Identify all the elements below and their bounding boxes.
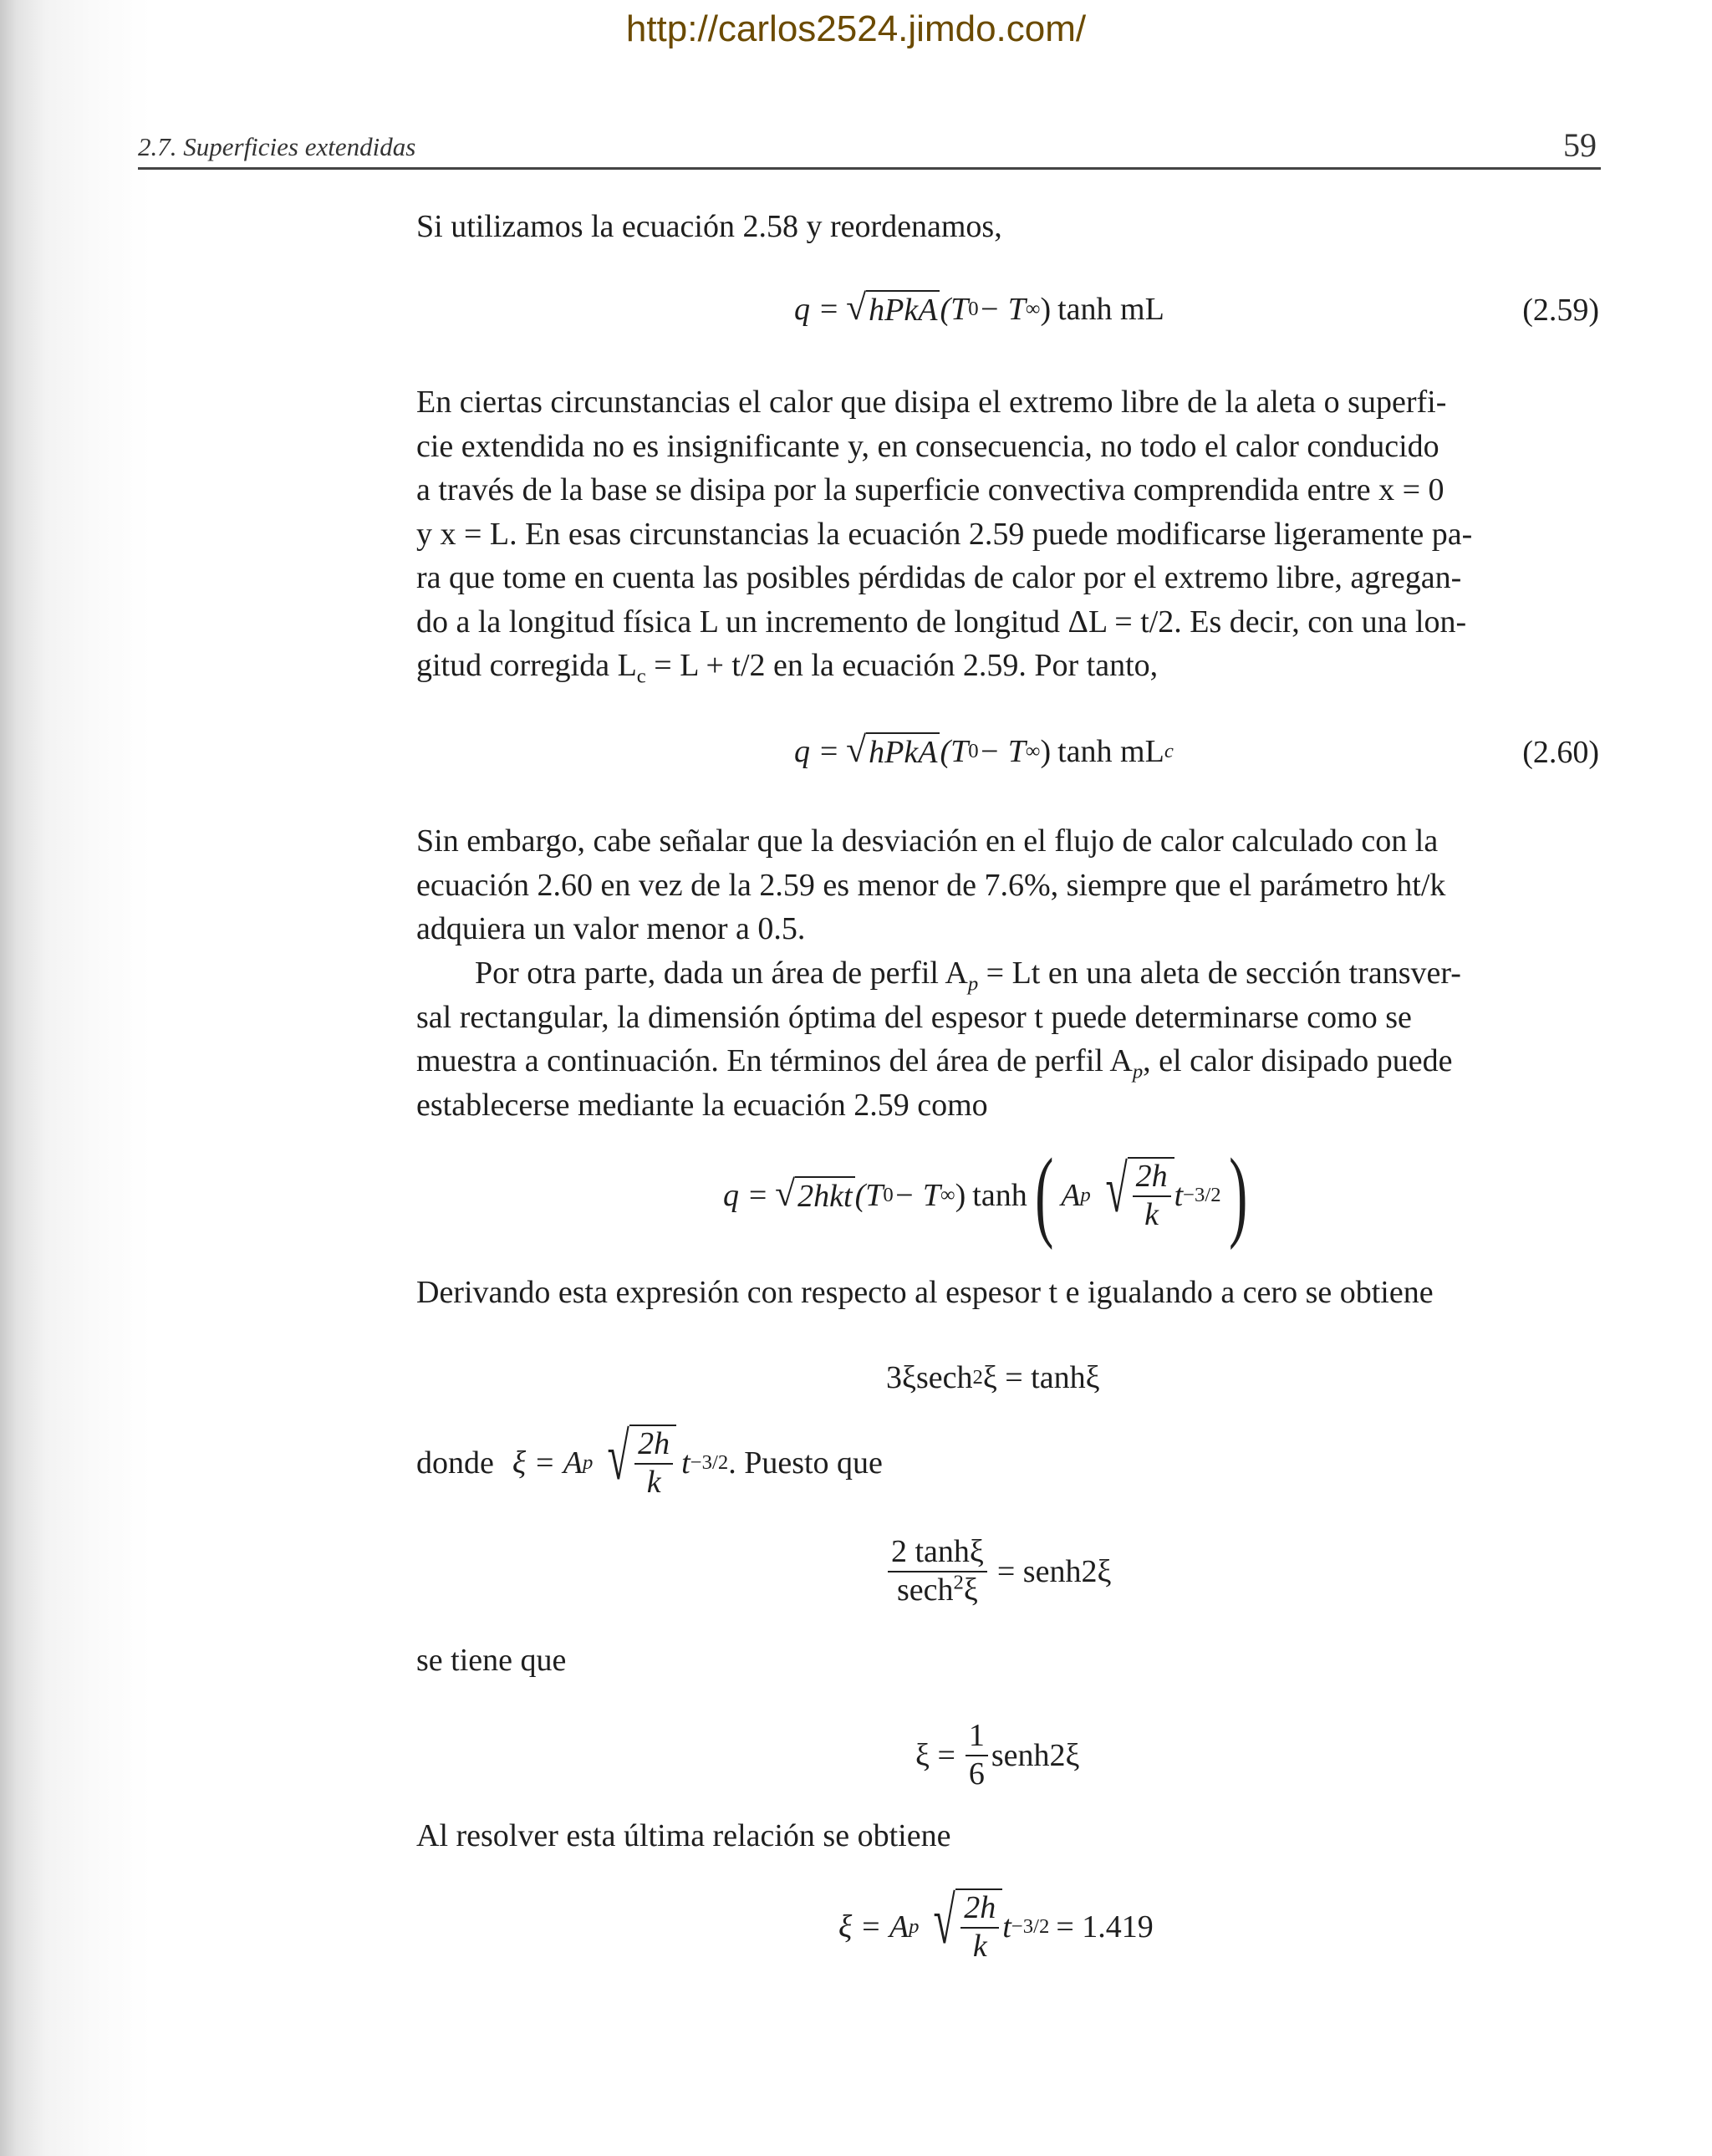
frac-numerator: 2 tanhξ: [888, 1534, 987, 1572]
frac-denominator: [894, 1572, 981, 1609]
text-line: [416, 951, 1599, 996]
text-line: [416, 644, 1599, 688]
frac-numerator: 2h: [1133, 1159, 1171, 1197]
left-paren: (: [1034, 1139, 1054, 1251]
text-line: ecuación 2.60 en vez de la 2.59 es menor de 7.6%, siempre que el parámetro ht/k: [416, 867, 1446, 903]
paragraph-profile-area: [416, 951, 1599, 1127]
text-line: [416, 1039, 1599, 1083]
frac-numerator: 2h: [960, 1890, 999, 1929]
eq-tail: tanh mL: [1057, 734, 1164, 769]
frac-denominator: 6: [968, 1756, 985, 1792]
sqrt: √ 2hkt: [775, 1176, 854, 1215]
equation-senh-identity: [884, 1526, 1111, 1618]
frac-numerator: 1: [966, 1718, 988, 1756]
text-line: cie extendida no es insignificante y, en consecuencia, no todo el calor conducido: [416, 428, 1439, 464]
frac-denominator: k: [646, 1465, 661, 1500]
eq-term: sech: [897, 1572, 954, 1608]
eq-term: ξ: [963, 1572, 978, 1608]
eq-term: A: [1061, 1178, 1081, 1213]
text-line: En ciertas circunstancias el calor que disipa el extremo libre de la aleta o superfi-: [416, 385, 1447, 420]
fraction: [966, 1718, 988, 1792]
text-sub: p: [1132, 1060, 1144, 1083]
equation-2-60: q = √ hPkA (T 0 − T ∞ ) tanh mL c: [794, 730, 1174, 770]
eq-term: ξ = tanhξ: [982, 1360, 1100, 1395]
eq-term: (T: [940, 734, 969, 769]
sqrt-radicand: 2hkt: [795, 1176, 854, 1215]
eq-term: − T: [978, 734, 1026, 769]
text-run: gitud corregida L: [416, 648, 637, 683]
eq-term: ): [955, 1178, 966, 1213]
eq-lhs: ξ =: [915, 1738, 955, 1773]
eq-term: t: [1174, 1178, 1184, 1213]
eq-tanh: tanh: [972, 1178, 1027, 1213]
sqrt: √ hPkA: [846, 732, 940, 771]
text-line: y x = L. En esas circunstancias la ecuación 2.59 puede modificarse ligeramente pa-: [416, 516, 1473, 552]
equation-xi-sixth: [915, 1710, 1079, 1802]
sqrt-radicand: hPkA: [866, 290, 940, 329]
equation-number: (2.59): [1522, 293, 1599, 328]
text-run: = Lt en una aleta de sección transver-: [978, 956, 1461, 991]
paragraph-derive: Derivando esta expresión con respecto al espesor t e igualando a cero se obtiene: [416, 1275, 1434, 1310]
equation-number: (2.60): [1522, 735, 1599, 770]
text-run: Por otra parte, dada un área de perfil A: [475, 956, 968, 991]
paragraph-deviation: [416, 819, 1599, 951]
sqrt: √ hPkA: [846, 290, 940, 329]
eq-tail: tanh mL: [1057, 292, 1164, 327]
page-number: 59: [1563, 126, 1597, 164]
text-line: sal rectangular, la dimensión óptima del espesor t puede determinarse como se: [416, 999, 1412, 1035]
eq-term: 3ξsech: [886, 1360, 973, 1395]
eq-term: − T: [978, 292, 1026, 327]
fraction: [1133, 1159, 1171, 1233]
text-line: Sin embargo, cabe señalar que la desviación en el flujo de calor calculado con la: [416, 823, 1439, 859]
sqrt: √ $\frac{2h}{k}$: [1091, 1157, 1174, 1233]
eq-term: ): [1040, 292, 1052, 327]
eq-term: t: [681, 1445, 690, 1481]
eq-lhs: ξ = A: [838, 1909, 910, 1944]
text-run: muestra a continuación. En términos del área de perfil A: [416, 1043, 1133, 1078]
frac-numerator: 2h: [634, 1426, 673, 1465]
running-head: 2.7. Superficies extendidas: [138, 132, 416, 161]
eq-exponent: 2: [953, 1571, 964, 1594]
paragraph-resolver: Al resolver esta última relación se obtiene: [416, 1818, 951, 1853]
eq-term: ξ = A: [512, 1445, 583, 1481]
eq-lhs: q =: [794, 734, 840, 769]
equation-heat-profile: q = √ 2hkt (T 0 − T ∞ ) tanh ( A p √ $\frac{2h}{k}$ t −3/2 ): [723, 1139, 1247, 1251]
text-line: adquiera un valor menor a 0.5.: [416, 911, 806, 946]
equation-2-59: q = √ hPkA (T 0 − T ∞ ) tanh mL: [794, 288, 1164, 328]
text-line: do a la longitud física L un incremento de longitud ΔL = t/2. Es decir, con una lon-: [416, 604, 1467, 640]
text-line: ra que tome en cuenta las posibles pérdidas de calor por el extremo libre, agregan-: [416, 560, 1462, 595]
eq-term: senh2ξ: [991, 1738, 1080, 1773]
frac-denominator: k: [972, 1929, 987, 1964]
paragraph-se-tiene: se tiene que: [416, 1643, 567, 1678]
equation-sech: 3ξsech 2 ξ = tanhξ: [886, 1360, 1100, 1395]
text-sub: p: [967, 972, 979, 996]
eq-term: ): [1040, 734, 1052, 769]
fraction: [634, 1426, 673, 1501]
eq-term: = senh2ξ: [996, 1554, 1112, 1589]
sqrt: √ $\frac{2h}{k}$: [919, 1888, 1002, 1965]
text-run: , el calor disipado puede: [1143, 1043, 1453, 1078]
text-line: a través de la base se disipa por la superficie convectiva comprendida entre x = 0: [416, 472, 1444, 507]
definition-xi: donde ξ = A p √ $\frac{2h}{k}$ t −3/2 . Puesto que: [416, 1420, 883, 1500]
source-url[interactable]: http://carlos2524.jimdo.com/: [625, 8, 1087, 49]
eq-term: − T: [893, 1178, 940, 1213]
text-run: donde: [416, 1445, 494, 1481]
sqrt-radicand: hPkA: [866, 732, 940, 771]
text-run: = L + t/2 en la ecuación 2.59. Por tanto,: [645, 648, 1159, 683]
text-run: . Puesto que: [728, 1445, 883, 1481]
eq-lhs: q =: [723, 1178, 769, 1213]
eq-term: t: [1002, 1909, 1011, 1944]
eq-term: (T: [854, 1178, 884, 1213]
eq-result: = 1.419: [1056, 1909, 1154, 1944]
text-line: establecerse mediante la ecuación 2.59 como: [416, 1087, 988, 1123]
right-paren: ): [1228, 1139, 1247, 1251]
eq-lhs: q =: [794, 292, 840, 327]
sqrt: √ $\frac{2h}{k}$: [593, 1425, 676, 1501]
frac-denominator: k: [1144, 1197, 1159, 1232]
paragraph-intro: Si utilizamos la ecuación 2.58 y reordenamos,: [416, 209, 1002, 244]
equation-final: ξ = A p √ $\frac{2h}{k}$ t −3/2 = 1.419: [838, 1884, 1154, 1964]
fraction: [960, 1890, 999, 1965]
fraction: [888, 1534, 987, 1608]
header-rule: [138, 167, 1601, 170]
paragraph-extended-surface: [416, 380, 1599, 688]
eq-term: (T: [940, 292, 969, 327]
text-sub: c: [636, 665, 646, 688]
